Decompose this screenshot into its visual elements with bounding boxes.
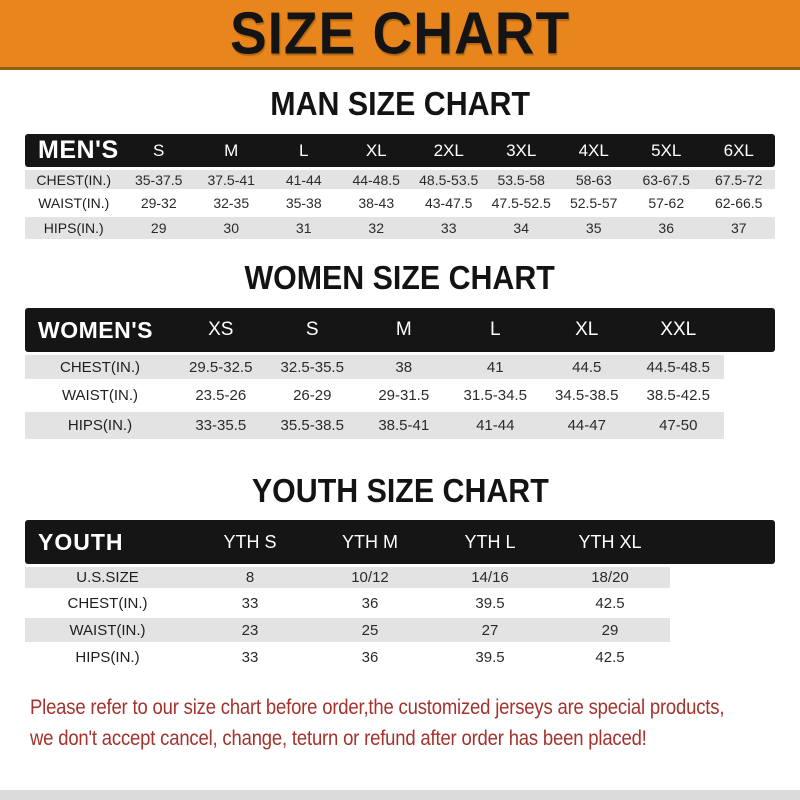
cell-value: 44-48.5	[340, 167, 413, 192]
men-column-header-6: 3XL	[485, 134, 558, 167]
cell-value: 29-31.5	[358, 382, 450, 412]
youth-table-row	[25, 591, 775, 618]
women-table-row	[25, 382, 775, 412]
cell-value: 52.5-57	[557, 192, 630, 217]
cell-value: 44.5-48.5	[633, 352, 725, 382]
men-column-header-5: 2XL	[412, 134, 485, 167]
cell-value: 31.5-34.5	[450, 382, 542, 412]
youth-table-row	[25, 564, 775, 591]
row-label: HIPS(IN.)	[25, 412, 175, 442]
notice-line-2: we don't accept cancel, change, teturn or refund after order has been placed!	[30, 727, 647, 750]
cell-value: 67.5-72	[702, 167, 775, 192]
cell-value: 47.5-52.5	[485, 192, 558, 217]
cell-value: 38.5-41	[358, 412, 450, 442]
cell-value: 63-67.5	[630, 167, 703, 192]
cell-value: 33	[412, 217, 485, 242]
cell-value: 32	[340, 217, 413, 242]
cell-value: 43-47.5	[412, 192, 485, 217]
cell-value: 36	[310, 591, 430, 618]
youth-column-header-4: YTH XL	[550, 520, 670, 564]
cell-value: 33	[190, 645, 310, 672]
women-column-header-1: XS	[175, 308, 267, 352]
cell-value: 31	[267, 217, 340, 242]
youth-header-row	[25, 520, 775, 564]
men-table-row	[25, 167, 775, 192]
cell-value: 29	[122, 217, 195, 242]
men-column-header-4: XL	[340, 134, 413, 167]
cell-value: 27	[430, 618, 550, 645]
row-spacer	[724, 382, 775, 412]
cell-value: 14/16	[430, 564, 550, 591]
cell-value: 35	[557, 217, 630, 242]
row-label: CHEST(IN.)	[25, 591, 190, 618]
cell-value: 57-62	[630, 192, 703, 217]
women-header-spacer	[724, 308, 775, 352]
banner-title: SIZE CHART	[229, 0, 571, 67]
cell-value: 37.5-41	[195, 167, 268, 192]
banner	[0, 0, 800, 70]
men-section-heading: MAN SIZE CHART	[270, 85, 530, 122]
women-column-header-3: M	[358, 308, 450, 352]
section-women	[0, 242, 800, 442]
cell-value: 38.5-42.5	[633, 382, 725, 412]
section-youth	[0, 442, 800, 672]
cell-value: 41-44	[267, 167, 340, 192]
cell-value: 35-37.5	[122, 167, 195, 192]
cell-value: 29	[550, 618, 670, 645]
footer-notice	[30, 692, 800, 754]
men-column-header-8: 5XL	[630, 134, 703, 167]
men-column-header-3: L	[267, 134, 340, 167]
cell-value: 34	[485, 217, 558, 242]
row-spacer	[670, 618, 775, 645]
cell-value: 29-32	[122, 192, 195, 217]
men-table-row	[25, 192, 775, 217]
women-header-row	[25, 308, 775, 352]
men-column-header-2: M	[195, 134, 268, 167]
cell-value: 23.5-26	[175, 382, 267, 412]
row-spacer	[724, 352, 775, 382]
women-header-label: WOMEN'S	[25, 308, 175, 352]
section-men	[0, 70, 800, 242]
cell-value: 47-50	[633, 412, 725, 442]
youth-table-row	[25, 618, 775, 645]
row-spacer	[724, 412, 775, 442]
cell-value: 38-43	[340, 192, 413, 217]
cell-value: 32.5-35.5	[267, 352, 359, 382]
cell-value: 32-35	[195, 192, 268, 217]
youth-size-table	[25, 520, 775, 672]
youth-column-header-2: YTH M	[310, 520, 430, 564]
cell-value: 53.5-58	[485, 167, 558, 192]
row-label: CHEST(IN.)	[25, 352, 175, 382]
cell-value: 26-29	[267, 382, 359, 412]
row-label: CHEST(IN.)	[25, 167, 122, 192]
youth-header-spacer	[670, 520, 775, 564]
cell-value: 42.5	[550, 591, 670, 618]
cell-value: 36	[630, 217, 703, 242]
row-label: WAIST(IN.)	[25, 382, 175, 412]
cell-value: 25	[310, 618, 430, 645]
cell-value: 39.5	[430, 645, 550, 672]
cell-value: 48.5-53.5	[412, 167, 485, 192]
row-spacer	[670, 564, 775, 591]
cell-value: 39.5	[430, 591, 550, 618]
cell-value: 35-38	[267, 192, 340, 217]
men-column-header-9: 6XL	[702, 134, 775, 167]
cell-value: 18/20	[550, 564, 670, 591]
cell-value: 38	[358, 352, 450, 382]
notice-line-1: Please refer to our size chart before order,the customized jerseys are special products,	[30, 696, 725, 719]
men-column-header-1: S	[122, 134, 195, 167]
cell-value: 42.5	[550, 645, 670, 672]
men-size-table	[25, 134, 775, 242]
row-spacer	[670, 591, 775, 618]
men-column-header-7: 4XL	[557, 134, 630, 167]
women-section-heading: WOMEN SIZE CHART	[244, 259, 556, 296]
men-header-label: MEN'S	[25, 134, 122, 167]
cell-value: 34.5-38.5	[541, 382, 633, 412]
women-column-header-6: XXL	[633, 308, 725, 352]
youth-section-heading: YOUTH SIZE CHART	[251, 472, 549, 509]
cell-value: 41	[450, 352, 542, 382]
cell-value: 10/12	[310, 564, 430, 591]
men-header-row	[25, 134, 775, 167]
row-label: U.S.SIZE	[25, 564, 190, 591]
youth-header-label: YOUTH	[25, 520, 190, 564]
cell-value: 58-63	[557, 167, 630, 192]
women-column-header-4: L	[450, 308, 542, 352]
women-column-header-5: XL	[541, 308, 633, 352]
bottom-strip	[0, 790, 800, 800]
youth-table-row	[25, 645, 775, 672]
size-chart-sections	[0, 70, 800, 672]
row-label: HIPS(IN.)	[25, 645, 190, 672]
cell-value: 44.5	[541, 352, 633, 382]
women-table-row	[25, 412, 775, 442]
men-table-row	[25, 217, 775, 242]
cell-value: 62-66.5	[702, 192, 775, 217]
youth-column-header-3: YTH L	[430, 520, 550, 564]
women-column-header-2: S	[267, 308, 359, 352]
row-label: WAIST(IN.)	[25, 192, 122, 217]
youth-column-header-1: YTH S	[190, 520, 310, 564]
row-spacer	[670, 645, 775, 672]
cell-value: 44-47	[541, 412, 633, 442]
cell-value: 33	[190, 591, 310, 618]
cell-value: 29.5-32.5	[175, 352, 267, 382]
women-size-table	[25, 308, 775, 442]
cell-value: 30	[195, 217, 268, 242]
cell-value: 8	[190, 564, 310, 591]
women-table-row	[25, 352, 775, 382]
cell-value: 23	[190, 618, 310, 645]
cell-value: 36	[310, 645, 430, 672]
cell-value: 33-35.5	[175, 412, 267, 442]
cell-value: 37	[702, 217, 775, 242]
cell-value: 41-44	[450, 412, 542, 442]
cell-value: 35.5-38.5	[267, 412, 359, 442]
row-label: HIPS(IN.)	[25, 217, 122, 242]
row-label: WAIST(IN.)	[25, 618, 190, 645]
